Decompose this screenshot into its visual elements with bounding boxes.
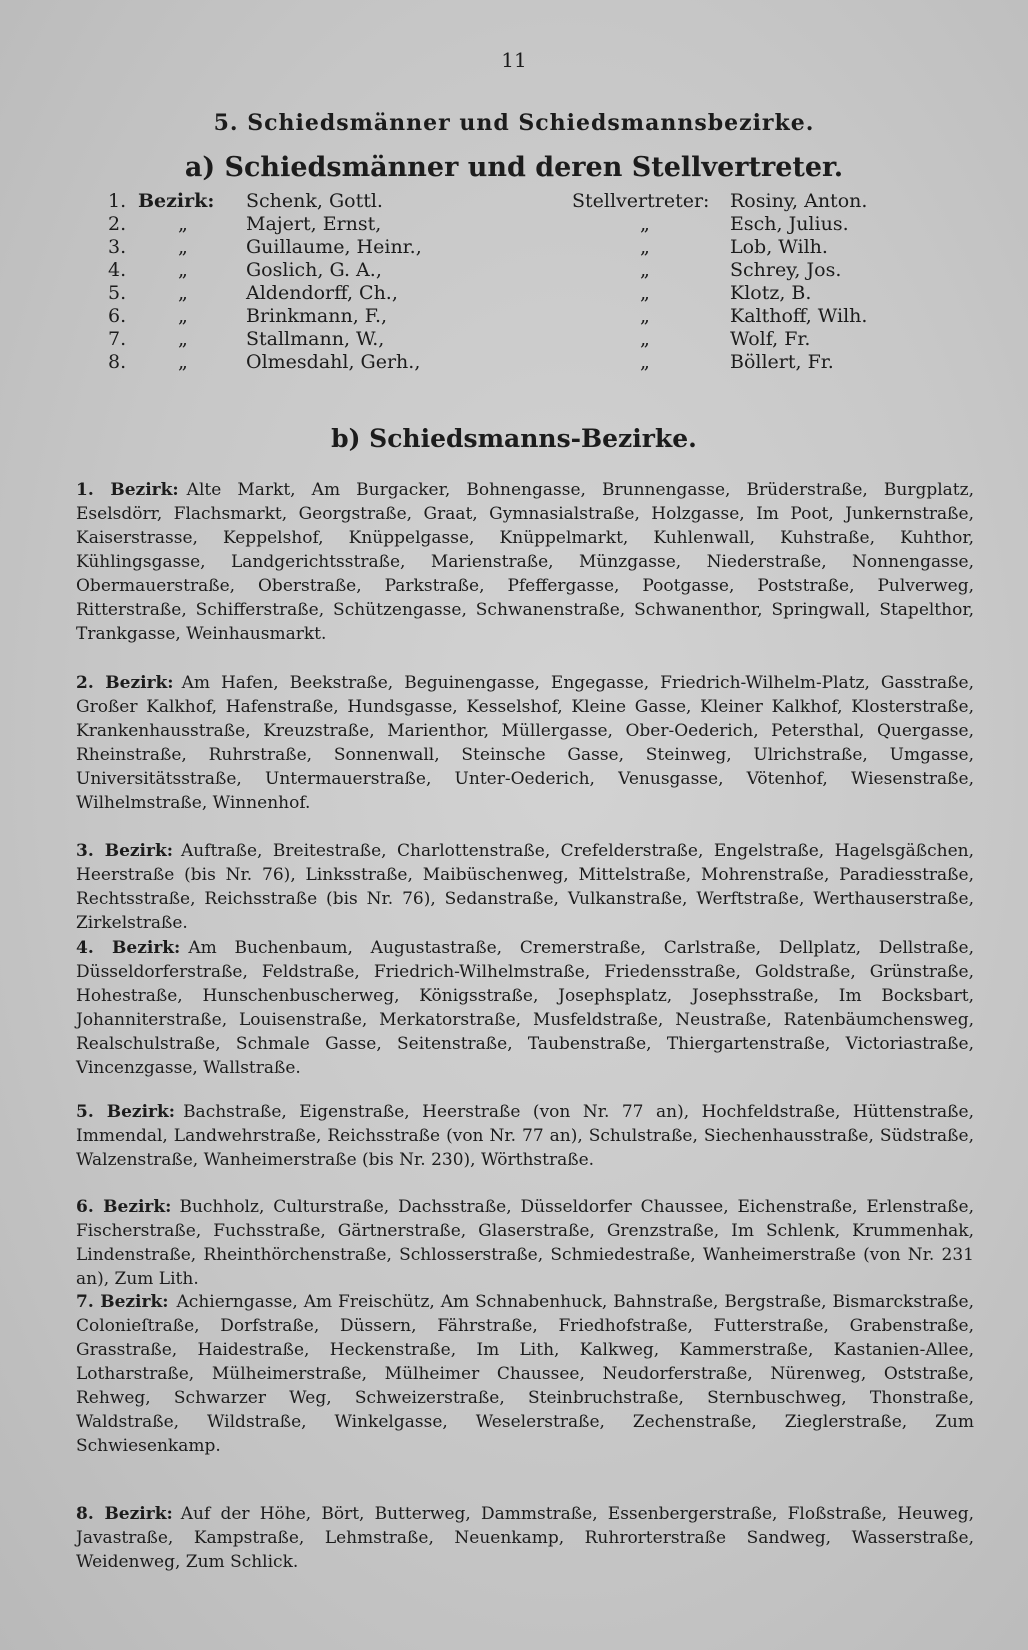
- ditto-mark: „: [178, 305, 188, 327]
- page-number: 11: [501, 48, 527, 72]
- arbitrator-name: Goslich, G. A.,: [246, 259, 382, 281]
- district-paragraph: [76, 1502, 974, 1574]
- row-number: 7.: [108, 328, 127, 350]
- deputy-name: Lob, Wilh.: [730, 236, 828, 258]
- deputy-name: Kalthoff, Wilh.: [730, 305, 868, 327]
- arbitrator-row: [0, 328, 1028, 352]
- row-number: 8.: [108, 351, 127, 373]
- row-number: 6.: [108, 305, 127, 327]
- ditto-mark: „: [640, 259, 650, 281]
- district-paragraph: [76, 1290, 974, 1458]
- arbitrator-name: Olmesdahl, Gerh.,: [246, 351, 421, 373]
- ditto-mark: „: [640, 213, 650, 235]
- district-paragraph: [76, 839, 974, 935]
- arbitrator-row: [0, 259, 1028, 283]
- district-streets: Auftraße, Breitestraße, Charlottenstraße, Crefelderstraße, Engelstraße, Hagelsgäßchen, Heerstraße (bis Nr. 76), Linksstraße, Maibüschenweg, Mittelstraße, Mohrenstraße, Paradiesstraße, Rechtsstraße, Reichsstraße (bis Nr. 76), Sedanstraße, Vulkanstraße, Werftstraße, Werthauserstraße, Zirkelstraße.: [76, 841, 974, 933]
- district-streets: Bachstraße, Eigenstraße, Heerstraße (von Nr. 77 an), Hochfeldstraße, Hüttenstraße, Immendal, Landwehrstraße, Reichsstraße (von Nr. 77 an), Schulstraße, Siechenhausstraße, Südstraße, Walzenstraße, Wanheimerstraße (bis Nr. 230), Wörthstraße.: [76, 1102, 974, 1170]
- ditto-mark: „: [178, 282, 188, 304]
- deputy-name: Böllert, Fr.: [730, 351, 834, 373]
- district-paragraph: [76, 1100, 974, 1172]
- arbitrator-name: Stallmann, W.,: [246, 328, 385, 350]
- arbitrator-name: Guillaume, Heinr.,: [246, 236, 422, 258]
- arbitrator-row: [0, 282, 1028, 306]
- district-label: 2. Bezirk:: [76, 673, 174, 693]
- district-streets: Auf der Höhe, Bört, Butterweg, Dammstraße, Essenbergerstraße, Floßstraße, Heuweg, Javastraße, Kampstraße, Lehmstraße, Neuenkamp, Ruhrorterstraße Sandweg, Wasserstraße, Weidenweg, Zum Schlick.: [76, 1504, 974, 1572]
- district-streets: Buchholz, Culturstraße, Dachsstraße, Düsseldorfer Chaussee, Eichenstraße, Erlenstraße, Fischerstraße, Fuchsstraße, Gärtnerstraße, Glaserstraße, Grenzstraße, Im Schlenk, Krummenhak, Lindenstraße, Rheinthörchenstraße, Schlosserstraße, Schmiedestraße, Wanheimerstraße (von Nr. 231 an), Zum Lith.: [76, 1197, 974, 1289]
- subsection-b-title: b) Schiedsmanns-Bezirke.: [331, 424, 697, 453]
- ditto-mark: „: [178, 213, 188, 235]
- arbitrator-row: [0, 236, 1028, 260]
- district-label: 7. Bezirk:: [76, 1292, 169, 1312]
- deputy-name: Schrey, Jos.: [730, 259, 842, 281]
- ditto-mark: „: [640, 351, 650, 373]
- district-paragraph: [76, 478, 974, 646]
- district-label: 3. Bezirk:: [76, 841, 174, 861]
- ditto-mark: „: [640, 236, 650, 258]
- arbitrator-name: Aldendorff, Ch.,: [246, 282, 398, 304]
- district-label: 6. Bezirk:: [76, 1197, 172, 1217]
- district-label: 5. Bezirk:: [76, 1102, 176, 1122]
- district-paragraph: [76, 671, 974, 815]
- deputy-label: Stellvertreter:: [572, 190, 710, 212]
- arbitrator-row: [0, 351, 1028, 375]
- row-number: 2.: [108, 213, 127, 235]
- arbitrator-name: Schenk, Gottl.: [246, 190, 383, 212]
- district-label: 1. Bezirk:: [76, 480, 179, 500]
- arbitrator-row: [0, 190, 1028, 214]
- district-label: 8. Bezirk:: [76, 1504, 173, 1524]
- district-streets: Alte Markt, Am Burgacker, Bohnengasse, Brunnengasse, Brüderstraße, Burgplatz, Eselsdörr, Flachsmarkt, Georgstraße, Graat, Gymnasialstraße, Holzgasse, Im Poot, Junkernstraße, Kaiserstrasse, Keppelshof, Knüppelgasse, Knüppelmarkt, Kuhlenwall, Kuhstraße, Kuhthor, Kühlingsgasse, Landgerichtsstraße, Marienstraße, Münzgasse, Niederstraße, Nonnengasse, Obermauerstraße, Oberstraße, Parkstraße, Pfeffergasse, Pootgasse, Poststraße, Pulverweg, Ritterstraße, Schifferstraße, Schützengasse, Schwanenstraße, Schwanenthor, Springwall, Stapelthor, Trankgasse, Weinhausmarkt.: [76, 480, 974, 644]
- district-paragraph: [76, 936, 974, 1080]
- arbitrator-row: [0, 213, 1028, 237]
- subsection-a-title: a) Schiedsmänner und deren Stellvertreter.: [184, 152, 844, 183]
- district-streets: Am Buchenbaum, Augustastraße, Cremerstraße, Carlstraße, Dellplatz, Dellstraße, Düsseldorferstraße, Feldstraße, Friedrich-Wilhelmstraße, Friedensstraße, Goldstraße, Grünstraße, Hohestraße, Hunschenbuscherweg, Königsstraße, Josephsplatz, Josephsstraße, Im Bocksbart, Johanniterstraße, Louisenstraße, Merkatorstraße, Musfeldstraße, Neustraße, Ratenbäumchensweg, Realschulstraße, Schmale Gasse, Seitenstraße, Taubenstraße, Thiergartenstraße, Victoriastraße, Vincenzgasse, Wallstraße.: [76, 938, 974, 1078]
- district-label: 4. Bezirk:: [76, 938, 181, 958]
- ditto-mark: „: [640, 282, 650, 304]
- ditto-mark: „: [178, 351, 188, 373]
- row-number: 4.: [108, 259, 127, 281]
- arbitrator-name: Brinkmann, F.,: [246, 305, 388, 327]
- deputy-name: Esch, Julius.: [730, 213, 849, 235]
- ditto-mark: „: [640, 305, 650, 327]
- district-label: Bezirk:: [138, 190, 215, 212]
- deputy-name: Rosiny, Anton.: [730, 190, 868, 212]
- district-streets: Am Hafen, Beekstraße, Beguinengasse, Engegasse, Friedrich-Wilhelm-Platz, Gasstraße, Großer Kalkhof, Hafenstraße, Hundsgasse, Kesselshof, Kleine Gasse, Kleiner Kalkhof, Klosterstraße, Krankenhausstraße, Kreuzstraße, Marienthor, Müllergasse, Ober-Oederich, Petersthal, Quergasse, Rheinstraße, Ruhrstraße, Sonnenwall, Steinsche Gasse, Steinweg, Ulrichstraße, Umgasse, Universitätsstraße, Untermauerstraße, Unter-Oederich, Venusgasse, Vötenhof, Wiesenstraße, Wilhelmstraße, Winnenhof.: [76, 673, 974, 813]
- section-title: 5. Schiedsmänner und Schiedsmannsbezirke.: [213, 110, 815, 136]
- ditto-mark: „: [178, 236, 188, 258]
- ditto-mark: „: [178, 328, 188, 350]
- arbitrator-row: [0, 305, 1028, 329]
- district-streets: Achierngasse, Am Freischütz, Am Schnabenhuck, Bahnstraße, Bergstraße, Bismarckstraße, Colonieſtraße, Dorfstraße, Düssern, Fährstraße, Friedhofstraße, Futterstraße, Grabenstraße, Grasstraße, Haidestraße, Heckenstraße, Im Lith, Kalkweg, Kammerstraße, Kastanien-Allee, Lotharstraße, Mülheimerstraße, Mülheimer Chaussee, Neudorferstraße, Nürenweg, Oststraße, Rehweg, Schwarzer Weg, Schweizerstraße, Steinbruchstraße, Sternbuschweg, Thonstraße, Waldstraße, Wildstraße, Winkelgasse, Weselerstraße, Zechenstraße, Zieglerstraße, Zum Schwiesenkamp.: [76, 1292, 974, 1456]
- row-number: 3.: [108, 236, 127, 258]
- deputy-name: Wolf, Fr.: [730, 328, 811, 350]
- deputy-name: Klotz, B.: [730, 282, 812, 304]
- row-number: 5.: [108, 282, 127, 304]
- arbitrator-name: Majert, Ernst,: [246, 213, 382, 235]
- district-paragraph: [76, 1195, 974, 1291]
- row-number: 1.: [108, 190, 127, 212]
- ditto-mark: „: [178, 259, 188, 281]
- ditto-mark: „: [640, 328, 650, 350]
